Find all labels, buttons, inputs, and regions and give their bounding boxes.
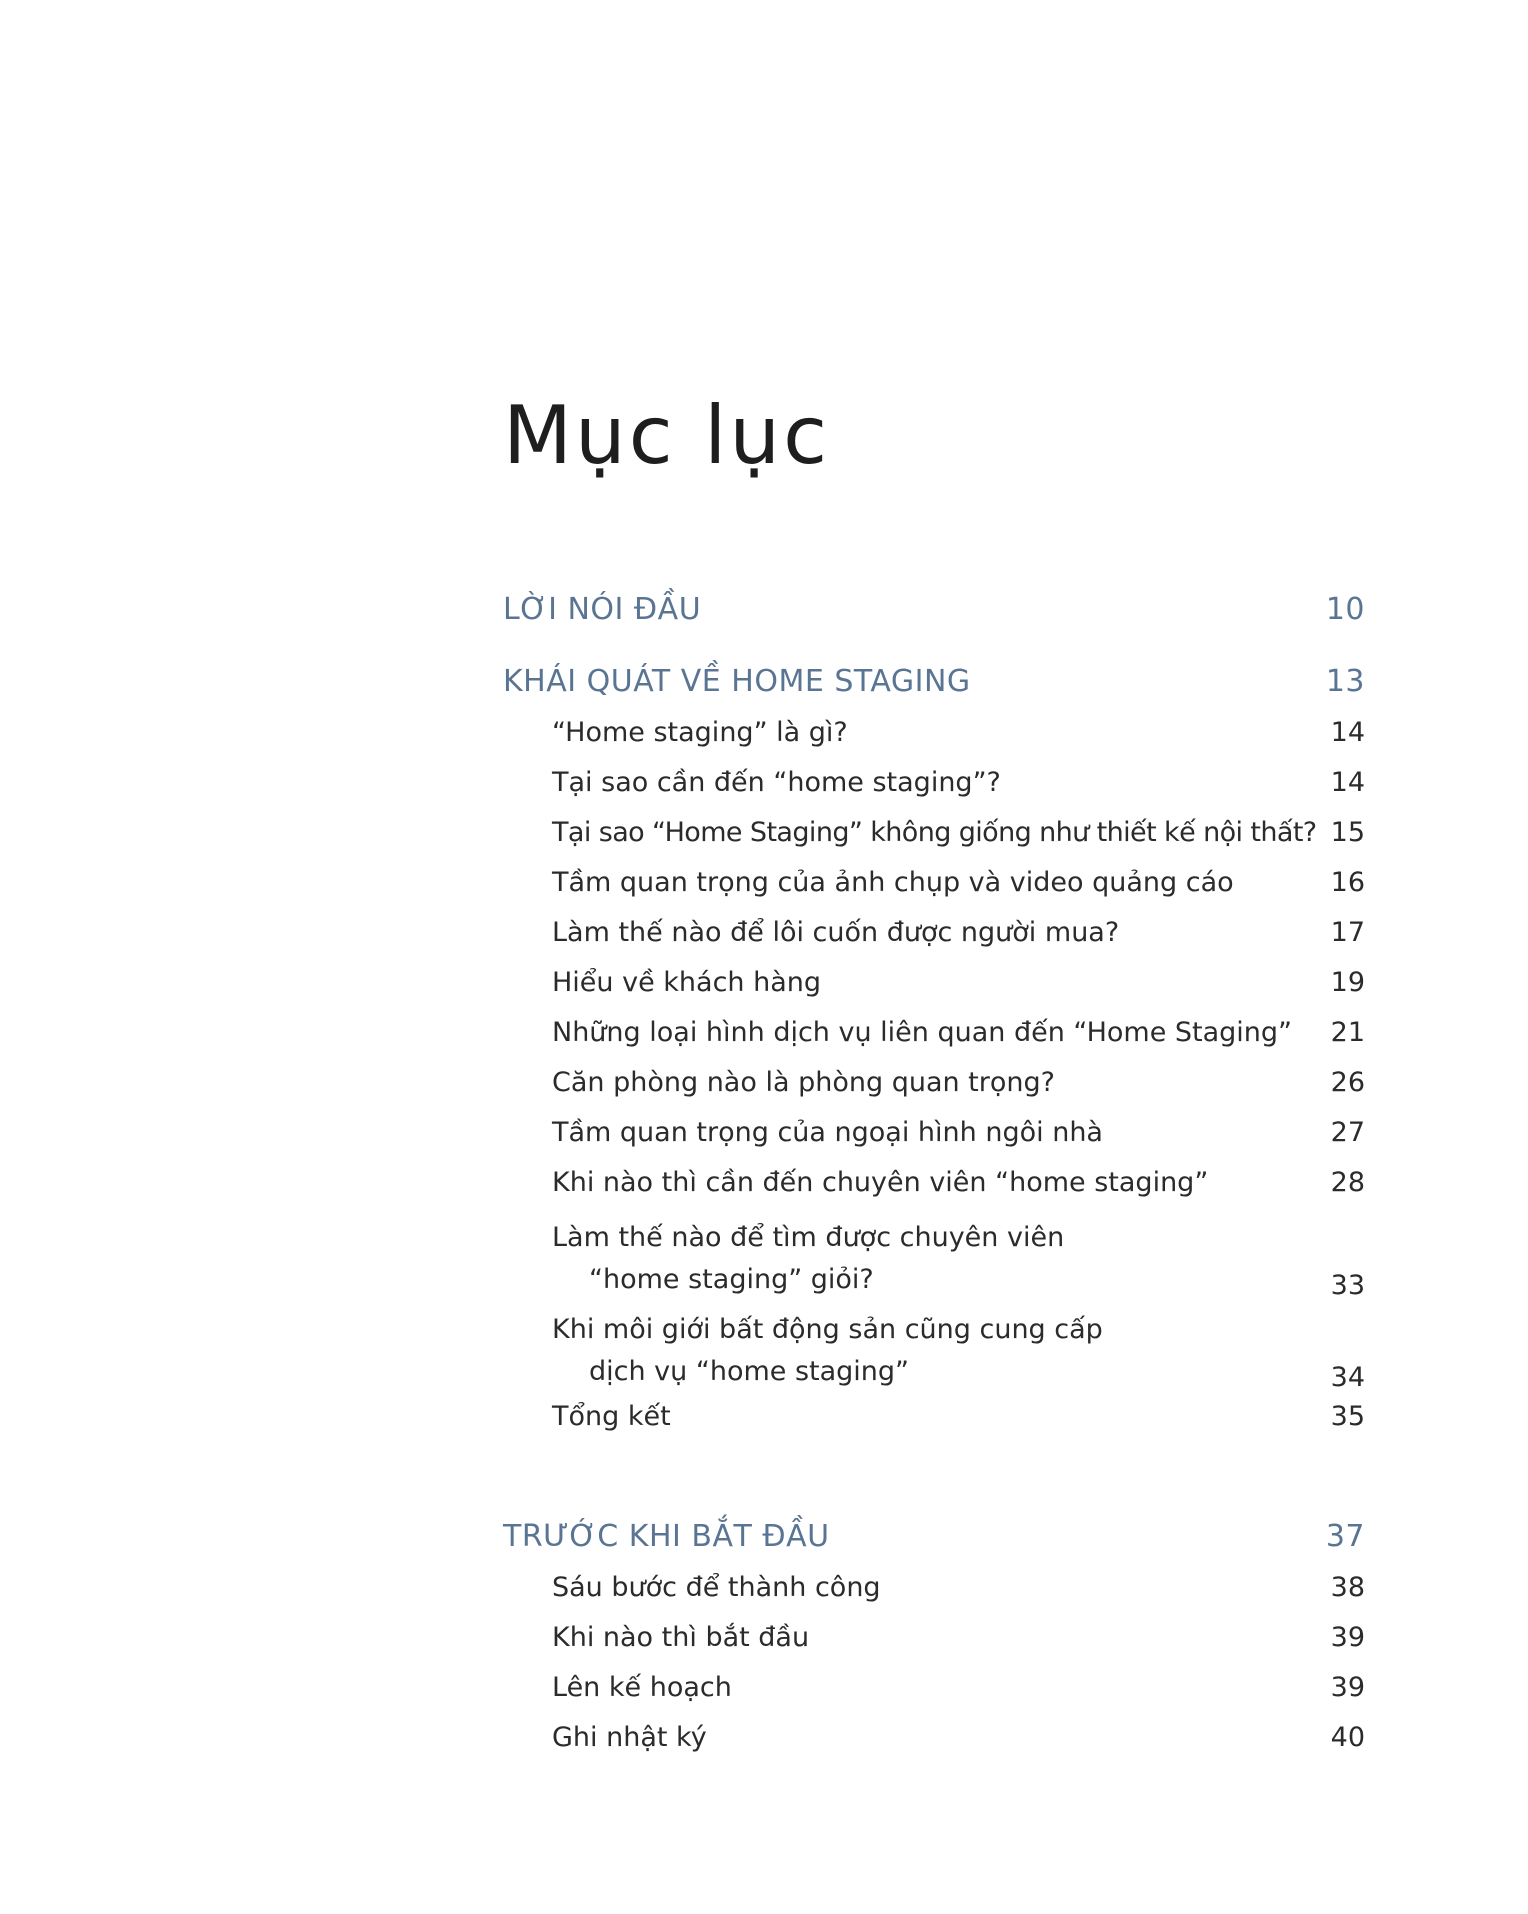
- entry-label-block: [552, 1217, 1064, 1301]
- toc-entry[interactable]: [503, 1401, 1365, 1432]
- toc-section-khai-quat[interactable]: [503, 664, 1365, 699]
- entry-label: Tại sao cần đến “home staging”?: [552, 767, 1001, 798]
- entry-label: Làm thế nào để tìm được chuyên viên: [552, 1222, 1065, 1253]
- entry-page-number: 19: [1330, 967, 1365, 998]
- toc-entry[interactable]: [503, 1167, 1365, 1198]
- toc-entry[interactable]: [503, 1572, 1365, 1603]
- section-page-number: 13: [1325, 664, 1365, 699]
- entry-page-number: 16: [1330, 867, 1365, 898]
- entry-label: Hiểu về khách hàng: [552, 967, 822, 998]
- entry-label: Làm thế nào để lôi cuốn được người mua?: [552, 917, 1120, 948]
- section-label: KHÁI QUÁT VỀ HOME STAGING: [503, 664, 971, 699]
- toc-entry[interactable]: [503, 767, 1365, 798]
- entry-label: Tầm quan trọng của ảnh chụp và video quảng cáo: [552, 867, 1234, 898]
- entry-page-number: 17: [1330, 917, 1365, 948]
- entry-page-number: 39: [1330, 1672, 1365, 1703]
- toc-section-truoc-khi-bat-dau[interactable]: [503, 1519, 1365, 1554]
- entry-label: Tại sao “Home Staging” không giống như thiết kế nội thất?: [552, 817, 1317, 848]
- toc-entry[interactable]: [503, 1309, 1365, 1393]
- entry-page-number: 28: [1330, 1167, 1365, 1198]
- entry-page-number: 39: [1330, 1622, 1365, 1653]
- section-label: LỜI NÓI ĐẦU: [503, 592, 702, 627]
- section-page-number: 37: [1325, 1519, 1365, 1554]
- entry-page-number: 27: [1330, 1117, 1365, 1148]
- entry-label: Khi nào thì cần đến chuyên viên “home staging”: [552, 1167, 1209, 1198]
- toc-entry[interactable]: [503, 717, 1365, 748]
- entry-label: Tổng kết: [552, 1401, 671, 1432]
- entry-label: Ghi nhật ký: [552, 1722, 707, 1753]
- entry-label: “Home staging” là gì?: [552, 717, 848, 748]
- toc-entry[interactable]: [503, 1217, 1365, 1301]
- entry-page-number: 38: [1330, 1572, 1365, 1603]
- page-title: Mục lục: [503, 389, 831, 482]
- entry-page-number: 21: [1330, 1017, 1365, 1048]
- entry-page-number: 26: [1330, 1067, 1365, 1098]
- entry-page-number: 14: [1330, 717, 1365, 748]
- entry-label-block: [552, 1309, 1103, 1393]
- toc-entry[interactable]: [503, 1672, 1365, 1703]
- toc-entry[interactable]: [503, 1117, 1365, 1148]
- toc-entry[interactable]: [503, 1722, 1365, 1753]
- toc-entry[interactable]: [503, 1622, 1365, 1653]
- entry-page-number: 33: [1330, 1270, 1365, 1301]
- section-label: TRƯỚC KHI BẮT ĐẦU: [503, 1519, 830, 1554]
- entry-page-number: 15: [1330, 817, 1365, 848]
- toc-entry[interactable]: [503, 967, 1365, 998]
- entry-page-number: 34: [1330, 1362, 1365, 1393]
- entry-label: Tầm quan trọng của ngoại hình ngôi nhà: [552, 1117, 1103, 1148]
- entry-label: Khi nào thì bắt đầu: [552, 1622, 810, 1653]
- entry-label: Sáu bước để thành công: [552, 1572, 881, 1603]
- toc-entry[interactable]: [503, 1067, 1365, 1098]
- entry-label: Lên kế hoạch: [552, 1672, 732, 1703]
- entry-label: Căn phòng nào là phòng quan trọng?: [552, 1067, 1055, 1098]
- entry-label-continued: dịch vụ “home staging”: [589, 1356, 910, 1387]
- toc-entry[interactable]: [503, 1017, 1365, 1048]
- section-page-number: 10: [1325, 592, 1365, 627]
- toc-entry[interactable]: [503, 867, 1365, 898]
- toc-entry[interactable]: [503, 817, 1365, 848]
- entry-label: Khi môi giới bất động sản cũng cung cấp: [552, 1314, 1103, 1345]
- entry-label: Những loại hình dịch vụ liên quan đến “Home Staging”: [552, 1017, 1293, 1048]
- toc-entry[interactable]: [503, 917, 1365, 948]
- entry-page-number: 40: [1330, 1722, 1365, 1753]
- entry-page-number: 14: [1330, 767, 1365, 798]
- entry-label-continued: “home staging” giỏi?: [589, 1264, 874, 1295]
- toc-section-loi-noi-dau[interactable]: [503, 592, 1365, 627]
- entry-page-number: 35: [1330, 1401, 1365, 1432]
